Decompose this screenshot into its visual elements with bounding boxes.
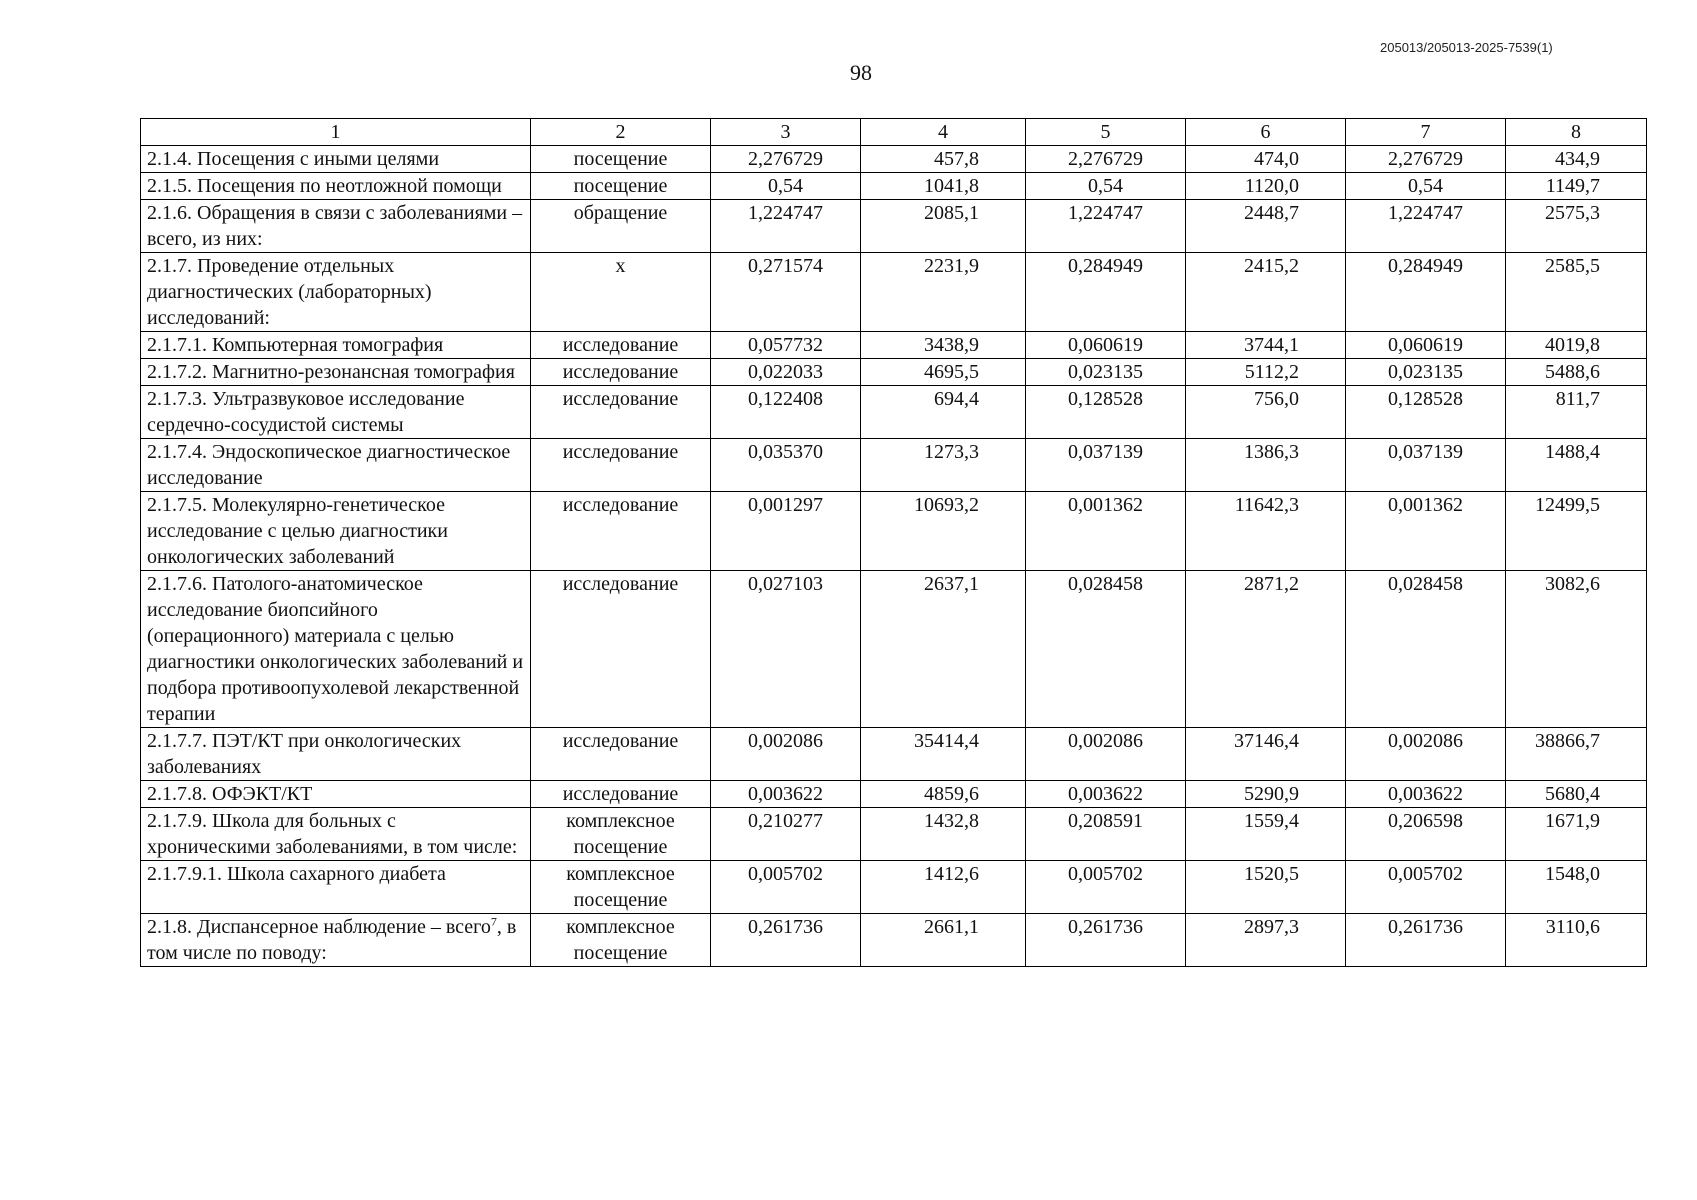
cost-cell: 2575,3 <box>1506 200 1647 253</box>
footnote-ref: 7 <box>490 914 497 929</box>
row-name-cell <box>141 728 531 781</box>
cost-cell: 35414,4 <box>861 728 1026 781</box>
row-name: 2.1.7.6. Патолого-анатомическое исследование биопсийного (операционного) материала с целью диагностики онкологических заболеваний и подбора противоопухолевой лекарственной терапии <box>147 573 524 725</box>
cost-cell: 1548,0 <box>1506 861 1647 914</box>
cost-cell: 2661,1 <box>861 914 1026 967</box>
rate-cell: 0,005702 <box>1026 861 1186 914</box>
cost-cell: 2415,2 <box>1186 253 1346 332</box>
cost-cell: 11642,3 <box>1186 492 1346 571</box>
rate-cell: 0,284949 <box>1026 253 1186 332</box>
cost-cell: 1041,8 <box>861 173 1026 200</box>
rate-cell: 0,005702 <box>1346 861 1506 914</box>
document-id: 205013/205013-2025-7539(1) <box>1380 40 1553 55</box>
table-row <box>141 914 1647 967</box>
cost-cell: 3744,1 <box>1186 332 1346 359</box>
row-name-cell <box>141 571 531 728</box>
column-header: 6 <box>1186 119 1346 146</box>
cost-cell: 12499,5 <box>1506 492 1647 571</box>
table-row <box>141 173 1647 200</box>
rate-cell: 0,001362 <box>1346 492 1506 571</box>
cost-cell: 811,7 <box>1506 386 1647 439</box>
row-name: 2.1.7. Проведение отдельных диагностических (лабораторных) исследований: <box>147 255 432 329</box>
cost-cell: 1432,8 <box>861 808 1026 861</box>
rate-cell: 1,224747 <box>711 200 861 253</box>
row-name-cell <box>141 439 531 492</box>
row-name-cell <box>141 359 531 386</box>
cost-cell: 2637,1 <box>861 571 1026 728</box>
rate-cell: 0,037139 <box>1346 439 1506 492</box>
unit-cell: комплексное посещение <box>531 861 711 914</box>
unit-cell: посещение <box>531 173 711 200</box>
rate-cell: 0,002086 <box>711 728 861 781</box>
table-row <box>141 861 1647 914</box>
row-name-cell <box>141 200 531 253</box>
cost-cell: 1120,0 <box>1186 173 1346 200</box>
cost-cell: 1412,6 <box>861 861 1026 914</box>
row-name: 2.1.4. Посещения с иными целями <box>147 148 440 170</box>
unit-cell: исследование <box>531 571 711 728</box>
cost-cell: 10693,2 <box>861 492 1026 571</box>
row-name-cell <box>141 492 531 571</box>
cost-cell: 1149,7 <box>1506 173 1647 200</box>
cost-cell: 2085,1 <box>861 200 1026 253</box>
cost-cell: 5488,6 <box>1506 359 1647 386</box>
rate-cell: 0,001362 <box>1026 492 1186 571</box>
unit-cell: комплексное посещение <box>531 914 711 967</box>
cost-cell: 5290,9 <box>1186 781 1346 808</box>
rate-cell: 0,003622 <box>711 781 861 808</box>
table-row <box>141 808 1647 861</box>
table-row <box>141 386 1647 439</box>
rate-cell: 1,224747 <box>1026 200 1186 253</box>
cost-cell: 2448,7 <box>1186 200 1346 253</box>
row-name: 2.1.7.5. Молекулярно-генетическое исследование с целью диагностики онкологических заболеваний <box>147 494 448 568</box>
table-row <box>141 781 1647 808</box>
cost-cell: 4859,6 <box>861 781 1026 808</box>
column-header: 1 <box>141 119 531 146</box>
rate-cell: 2,276729 <box>1346 146 1506 173</box>
table-body <box>141 146 1647 967</box>
table-row <box>141 146 1647 173</box>
cost-cell: 38866,7 <box>1506 728 1647 781</box>
rate-cell: 0,261736 <box>711 914 861 967</box>
unit-cell: исследование <box>531 728 711 781</box>
cost-cell: 434,9 <box>1506 146 1647 173</box>
row-name-cell <box>141 914 531 967</box>
column-header: 2 <box>531 119 711 146</box>
cost-cell: 2897,3 <box>1186 914 1346 967</box>
row-name-cell <box>141 332 531 359</box>
rate-cell: 0,022033 <box>711 359 861 386</box>
table-row <box>141 359 1647 386</box>
cost-cell: 2871,2 <box>1186 571 1346 728</box>
row-name: 2.1.7.9.1. Школа сахарного диабета <box>147 863 446 885</box>
table-row <box>141 492 1647 571</box>
rate-cell: 0,003622 <box>1346 781 1506 808</box>
rate-cell: 0,54 <box>1346 173 1506 200</box>
table-row <box>141 332 1647 359</box>
rate-cell: 0,54 <box>711 173 861 200</box>
data-table <box>140 118 1647 967</box>
cost-cell: 756,0 <box>1186 386 1346 439</box>
unit-cell: обращение <box>531 200 711 253</box>
cost-cell: 1488,4 <box>1506 439 1647 492</box>
cost-cell: 1520,5 <box>1186 861 1346 914</box>
row-name-cell <box>141 146 531 173</box>
row-name-cell <box>141 781 531 808</box>
rate-cell: 0,271574 <box>711 253 861 332</box>
cost-cell: 1559,4 <box>1186 808 1346 861</box>
cost-cell: 4019,8 <box>1506 332 1647 359</box>
rate-cell: 0,057732 <box>711 332 861 359</box>
table-row <box>141 439 1647 492</box>
row-name: 2.1.7.1. Компьютерная томография <box>147 334 444 356</box>
column-header: 5 <box>1026 119 1186 146</box>
rate-cell: 2,276729 <box>711 146 861 173</box>
unit-cell: исследование <box>531 781 711 808</box>
cost-cell: 5112,2 <box>1186 359 1346 386</box>
row-name: 2.1.6. Обращения в связи с заболеваниями – всего, из них: <box>147 202 523 250</box>
cost-cell: 4695,5 <box>861 359 1026 386</box>
rate-cell: 0,027103 <box>711 571 861 728</box>
rate-cell: 0,206598 <box>1346 808 1506 861</box>
unit-cell: исследование <box>531 439 711 492</box>
row-name-cell <box>141 253 531 332</box>
unit-cell: посещение <box>531 146 711 173</box>
cost-cell: 3082,6 <box>1506 571 1647 728</box>
row-name: 2.1.7.8. ОФЭКТ/КТ <box>147 783 313 805</box>
unit-cell: исследование <box>531 386 711 439</box>
table-row <box>141 253 1647 332</box>
rate-cell: 0,060619 <box>1026 332 1186 359</box>
page-number: 98 <box>850 60 872 85</box>
column-header: 7 <box>1346 119 1506 146</box>
cost-cell: 694,4 <box>861 386 1026 439</box>
unit-cell: исследование <box>531 332 711 359</box>
rate-cell: 0,122408 <box>711 386 861 439</box>
rate-cell: 0,128528 <box>1346 386 1506 439</box>
rate-cell: 0,261736 <box>1026 914 1186 967</box>
row-name: 2.1.7.9. Школа для больных с хроническими заболеваниями, в том числе: <box>147 810 518 858</box>
rate-cell: 0,023135 <box>1346 359 1506 386</box>
cost-cell: 2585,5 <box>1506 253 1647 332</box>
table-header-row <box>141 119 1647 146</box>
unit-cell: исследование <box>531 359 711 386</box>
rate-cell: 0,261736 <box>1346 914 1506 967</box>
row-name-cell <box>141 386 531 439</box>
row-name-cell <box>141 808 531 861</box>
row-name: 2.1.7.4. Эндоскопическое диагностическое исследование <box>147 441 511 489</box>
table-row <box>141 200 1647 253</box>
row-name-tail: , в том числе по поводу: <box>147 916 517 964</box>
rate-cell: 0,037139 <box>1026 439 1186 492</box>
table-row <box>141 728 1647 781</box>
cost-cell: 474,0 <box>1186 146 1346 173</box>
unit-cell: комплексное посещение <box>531 808 711 861</box>
rate-cell: 0,002086 <box>1026 728 1186 781</box>
rate-cell: 2,276729 <box>1026 146 1186 173</box>
row-name: 2.1.7.3. Ультразвуковое исследование сердечно-сосудистой системы <box>147 388 465 436</box>
rate-cell: 0,210277 <box>711 808 861 861</box>
rate-cell: 0,028458 <box>1026 571 1186 728</box>
rate-cell: 0,005702 <box>711 861 861 914</box>
rate-cell: 0,003622 <box>1026 781 1186 808</box>
rate-cell: 0,002086 <box>1346 728 1506 781</box>
unit-cell: х <box>531 253 711 332</box>
rate-cell: 1,224747 <box>1346 200 1506 253</box>
cost-cell: 37146,4 <box>1186 728 1346 781</box>
rate-cell: 0,023135 <box>1026 359 1186 386</box>
rate-cell: 0,128528 <box>1026 386 1186 439</box>
row-name: 2.1.7.7. ПЭТ/КТ при онкологических заболеваниях <box>147 730 462 778</box>
rate-cell: 0,060619 <box>1346 332 1506 359</box>
rate-cell: 0,035370 <box>711 439 861 492</box>
column-header: 8 <box>1506 119 1647 146</box>
column-header: 3 <box>711 119 861 146</box>
row-name-cell <box>141 173 531 200</box>
cost-cell: 3438,9 <box>861 332 1026 359</box>
cost-cell: 5680,4 <box>1506 781 1647 808</box>
rate-cell: 0,284949 <box>1346 253 1506 332</box>
row-name-cell <box>141 861 531 914</box>
cost-cell: 457,8 <box>861 146 1026 173</box>
rate-cell: 0,001297 <box>711 492 861 571</box>
row-name: 2.1.8. Диспансерное наблюдение – всего <box>147 916 491 938</box>
cost-cell: 1273,3 <box>861 439 1026 492</box>
rate-cell: 0,54 <box>1026 173 1186 200</box>
cost-cell: 1671,9 <box>1506 808 1647 861</box>
row-name: 2.1.7.2. Магнитно-резонансная томография <box>147 361 515 383</box>
rate-cell: 0,208591 <box>1026 808 1186 861</box>
column-header: 4 <box>861 119 1026 146</box>
cost-cell: 3110,6 <box>1506 914 1647 967</box>
cost-cell: 2231,9 <box>861 253 1026 332</box>
rate-cell: 0,028458 <box>1346 571 1506 728</box>
row-name: 2.1.5. Посещения по неотложной помощи <box>147 175 502 197</box>
table-row <box>141 571 1647 728</box>
cost-cell: 1386,3 <box>1186 439 1346 492</box>
unit-cell: исследование <box>531 492 711 571</box>
